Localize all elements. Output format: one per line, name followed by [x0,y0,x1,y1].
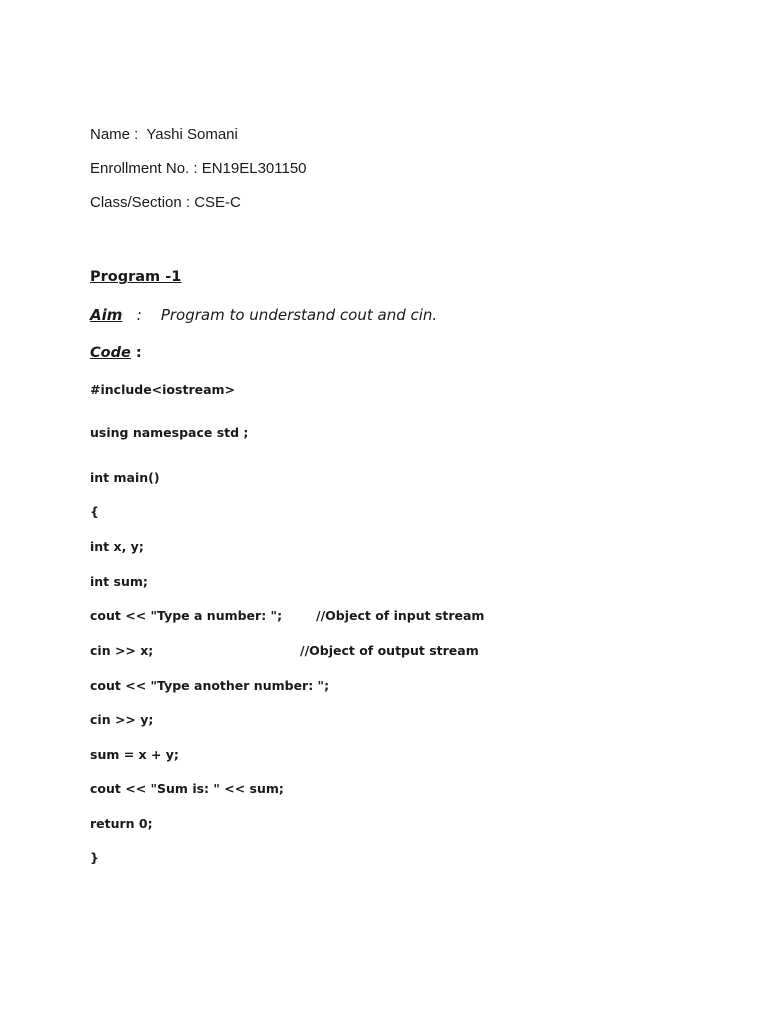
code-line: cout << "Type a number: "; [90,608,283,623]
code-line: int x, y; [90,539,144,554]
code-label: Code [90,345,131,361]
code-line: cin >> y; [90,712,154,727]
code-line: { [90,504,99,519]
code-comment-output: //Object of output stream [300,643,479,658]
code-line: cin >> x; [90,643,154,658]
code-heading [90,343,142,363]
code-line: cout << "Sum is: " << sum; [90,781,284,796]
student-name: Name : Yashi Somani [90,126,238,143]
code-separator: : [130,345,142,361]
code-comment-input: //Object of input stream [316,608,485,623]
code-line: int main() [90,470,160,485]
program-title [90,267,181,287]
code-line: sum = x + y; [90,747,179,762]
aim-separator: : [122,306,161,324]
enrollment-number: Enrollment No. : EN19EL301150 [90,160,307,177]
aim-text: Program to understand cout and cin. [160,306,438,324]
class-section: Class/Section : CSE-C [90,194,241,211]
aim-line [90,305,437,325]
code-line: cout << "Type another number: "; [90,678,330,693]
code-line: } [90,850,99,865]
code-line: using namespace std ; [90,425,249,440]
code-line: #include<iostream> [90,382,236,397]
aim-label: Aim [90,306,123,324]
program-title-text: Program -1 [90,269,182,285]
code-line: return 0; [90,816,153,831]
code-line: int sum; [90,574,148,589]
